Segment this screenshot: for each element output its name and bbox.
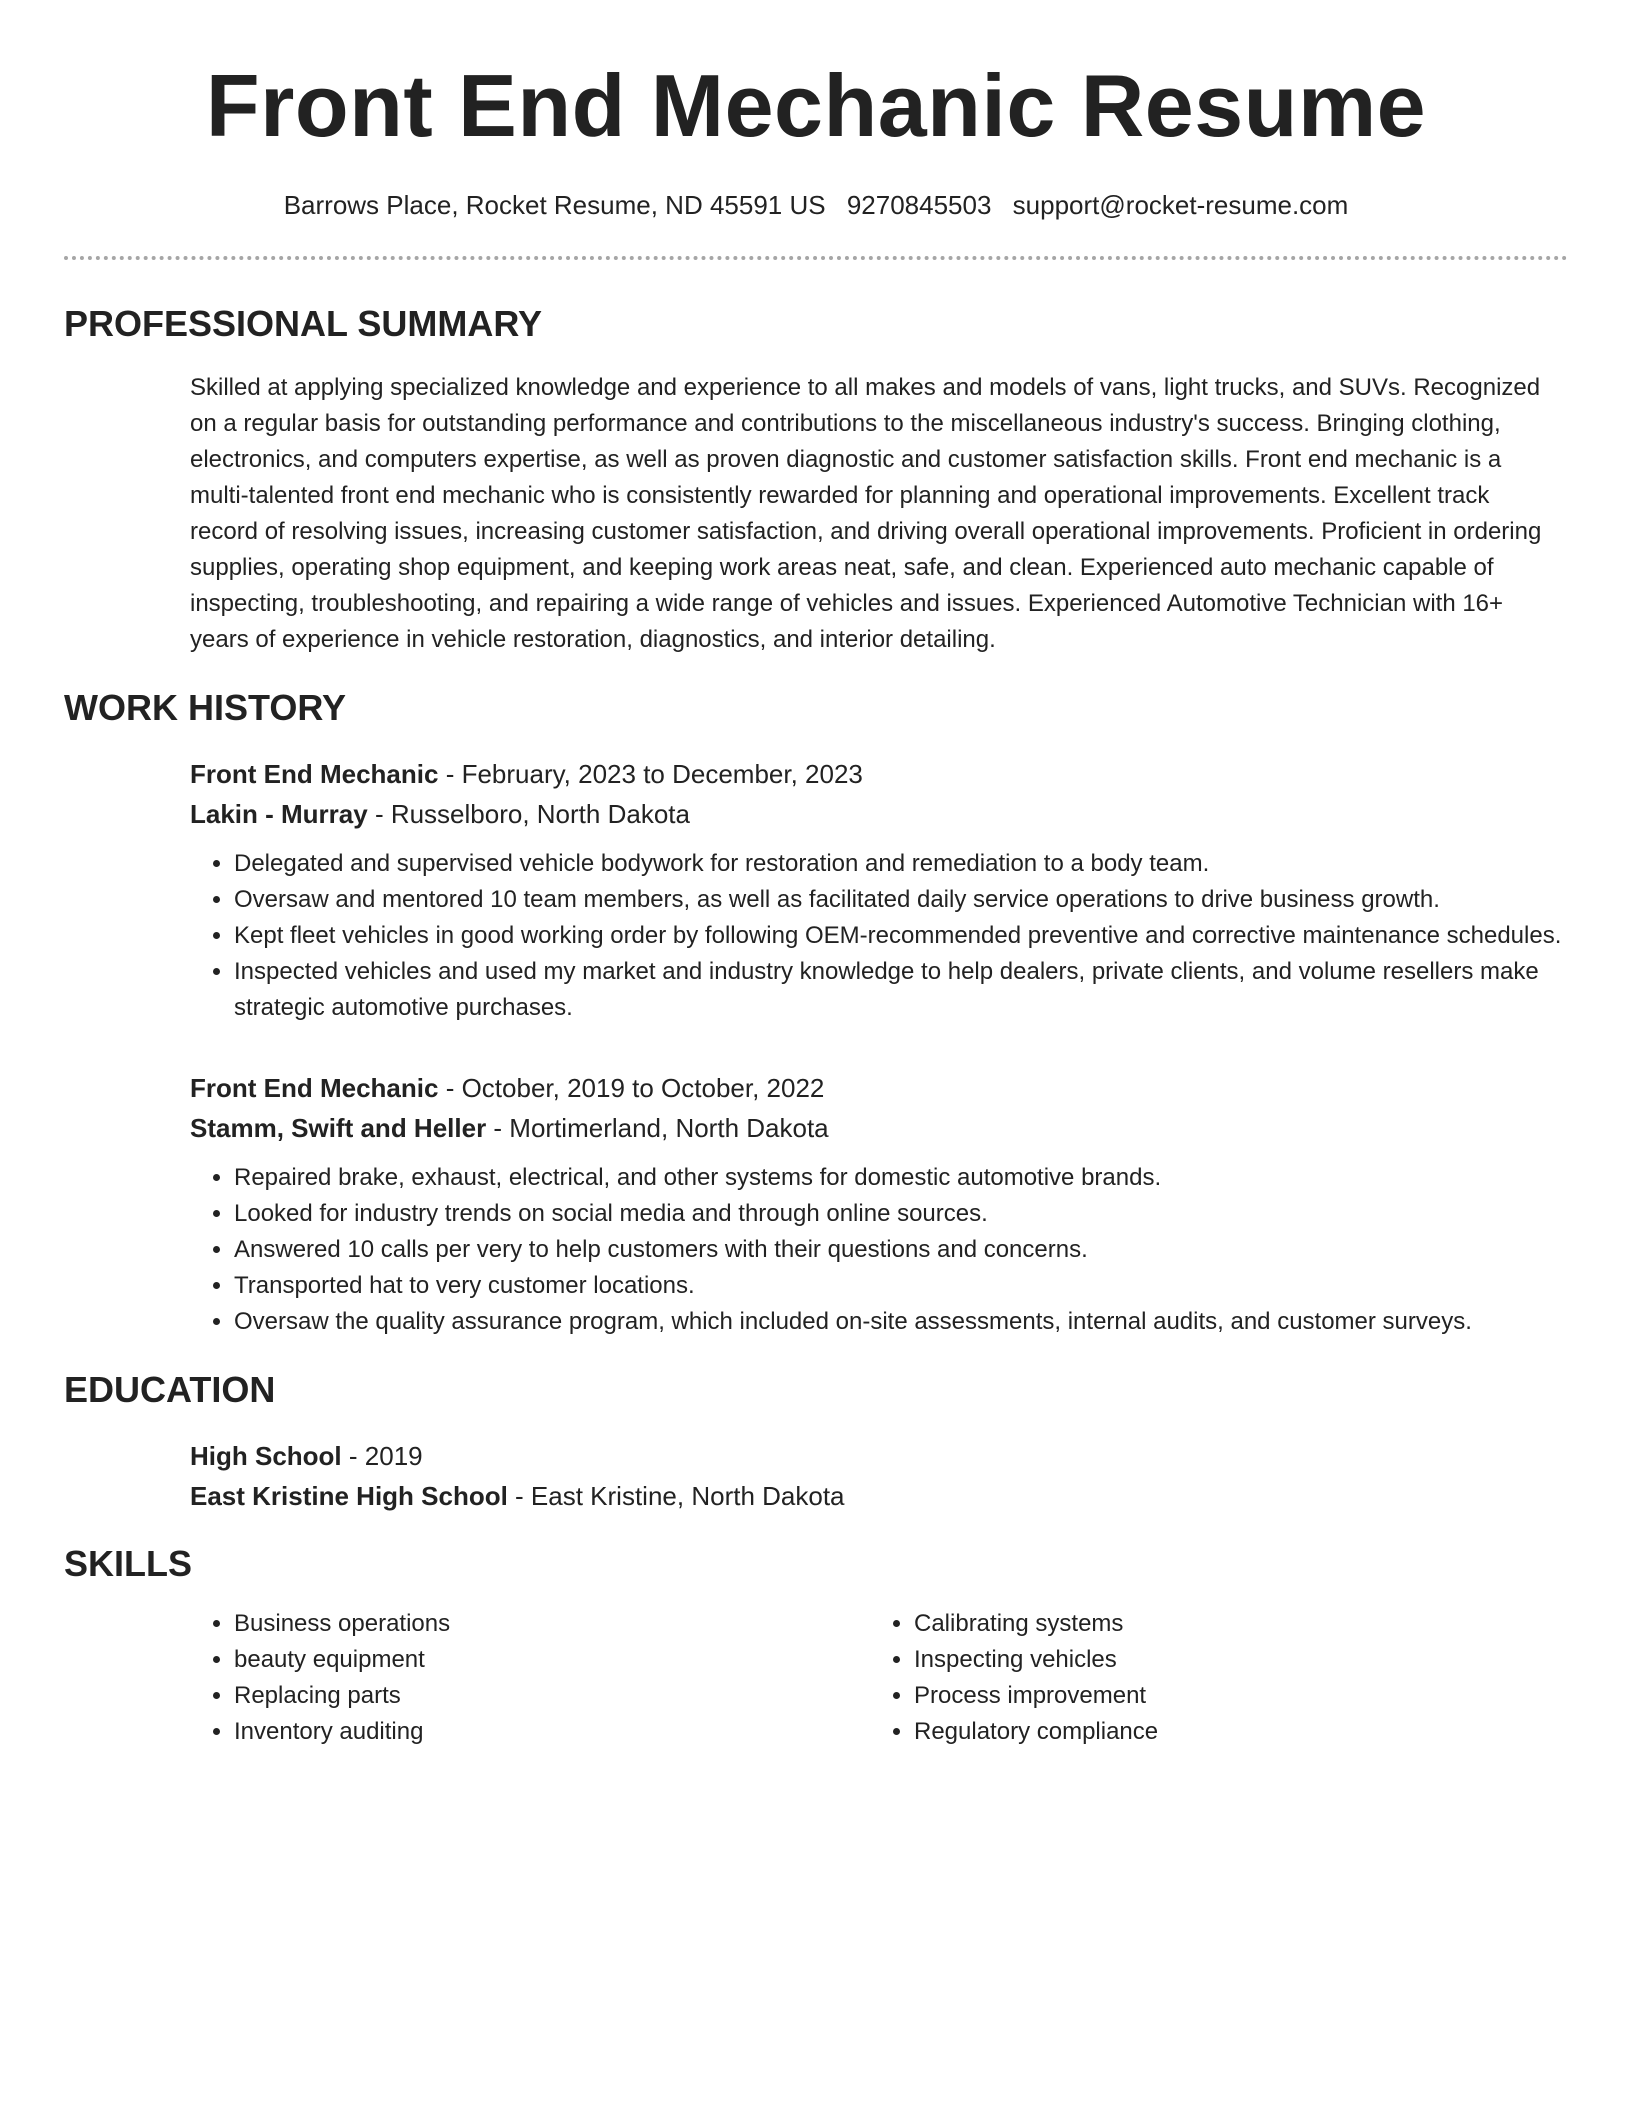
- job-entry: [190, 1068, 1568, 1340]
- job-bullet: • Repaired brake, exhaust, electrical, and other systems for domestic automotive brands.: [234, 1160, 1568, 1196]
- contact-line: [64, 188, 1568, 222]
- summary-text: Skilled at applying specialized knowledge and experience to all makes and models of vans, light trucks, and SUVs. Recognized on a regular basis for outstanding performance and contributions to the miscellaneous industry's success. Bringing clothing, electronics, and computers expertise, as well as proven diagnostic and customer satisfaction skills. Front end mechanic is a multi-talented front end mechanic who is consistently rewarded for planning and operational improvements. Excellent track record of resolving issues, increasing customer satisfaction, and driving overall operational improvements. Proficient in ordering supplies, operating shop equipment, and keeping work areas neat, safe, and clean. Experienced auto mechanic capable of inspecting, troubleshooting, and repairing a wide range of vehicles and issues. Experienced Automotive Technician with 16+ years of experience in vehicle restoration, diagnostics, and interior detailing.: [190, 374, 1542, 653]
- skills-section: [64, 1542, 1568, 1750]
- section-title-education: EDUCATION: [64, 1369, 276, 1410]
- skill-item: • Business operations: [234, 1606, 870, 1642]
- professional-summary-section: [64, 302, 1568, 658]
- section-title-skills: SKILLS: [64, 1543, 193, 1584]
- skill-item: • Inventory auditing: [234, 1714, 870, 1750]
- contact-email: support@rocket-resume.com: [1012, 190, 1349, 220]
- job-bullet: • Inspected vehicles and used my market and industry knowledge to help dealers, private clients, and volume resellers make strategic automotive purchases.: [234, 954, 1568, 1026]
- job-bullets: [190, 1160, 1568, 1340]
- header-divider: [64, 256, 1568, 260]
- education-school: East Kristine High School: [190, 1481, 508, 1511]
- job-location: - Mortimerland, North Dakota: [486, 1113, 829, 1143]
- job-bullet: • Transported hat to very customer locations.: [234, 1268, 1568, 1304]
- job-dates: - February, 2023 to December, 2023: [438, 759, 863, 789]
- job-bullet: • Oversaw and mentored 10 team members, as well as facilitated daily service operations to drive business growth.: [234, 882, 1568, 918]
- skills-column-right: [870, 1606, 1550, 1750]
- job-role: Front End Mechanic: [190, 1073, 439, 1103]
- education-section: [64, 1368, 1568, 1516]
- job-bullet: • Answered 10 calls per very to help customers with their questions and concerns.: [234, 1232, 1568, 1268]
- skill-item: • beauty equipment: [234, 1642, 870, 1678]
- contact-phone: 9270845503: [846, 190, 992, 220]
- skills-grid: [190, 1606, 1568, 1750]
- job-entry: [190, 754, 1568, 1026]
- job-location: - Russelboro, North Dakota: [367, 799, 690, 829]
- resume-title: Front End Mechanic Resume: [205, 56, 1427, 155]
- job-role-line: [190, 1068, 1568, 1108]
- education-school-line: [190, 1476, 1568, 1516]
- job-company: Lakin - Murray: [190, 799, 368, 829]
- education-location: - East Kristine, North Dakota: [507, 1481, 845, 1511]
- job-company-line: [190, 1108, 1568, 1148]
- section-title-work-history: WORK HISTORY: [64, 687, 347, 728]
- skill-item: • Replacing parts: [234, 1678, 870, 1714]
- job-bullets: [190, 846, 1568, 1026]
- job-company-line: [190, 794, 1568, 834]
- skills-column-left: [190, 1606, 870, 1750]
- education-degree: High School: [190, 1441, 342, 1471]
- resume-header: [64, 0, 1568, 260]
- section-title-summary: PROFESSIONAL SUMMARY: [64, 303, 543, 344]
- skill-item: • Calibrating systems: [914, 1606, 1550, 1642]
- job-company: Stamm, Swift and Heller: [190, 1113, 487, 1143]
- education-year: - 2019: [341, 1441, 423, 1471]
- job-role-line: [190, 754, 1568, 794]
- job-bullet: • Looked for industry trends on social media and through online sources.: [234, 1196, 1568, 1232]
- skill-item: • Regulatory compliance: [914, 1714, 1550, 1750]
- contact-address: Barrows Place, Rocket Resume, ND 45591 US: [283, 190, 826, 220]
- job-dates: - October, 2019 to October, 2022: [438, 1073, 825, 1103]
- skill-item: • Process improvement: [914, 1678, 1550, 1714]
- skill-item: • Inspecting vehicles: [914, 1642, 1550, 1678]
- job-bullet: • Delegated and supervised vehicle bodywork for restoration and remediation to a body team.: [234, 846, 1568, 882]
- work-history-section: [64, 686, 1568, 1340]
- job-bullet: • Oversaw the quality assurance program, which included on-site assessments, internal audits, and customer surveys.: [234, 1304, 1568, 1340]
- job-bullet: • Kept fleet vehicles in good working order by following OEM-recommended preventive and corrective maintenance schedules.: [234, 918, 1568, 954]
- education-degree-line: [190, 1436, 1568, 1476]
- job-role: Front End Mechanic: [190, 759, 439, 789]
